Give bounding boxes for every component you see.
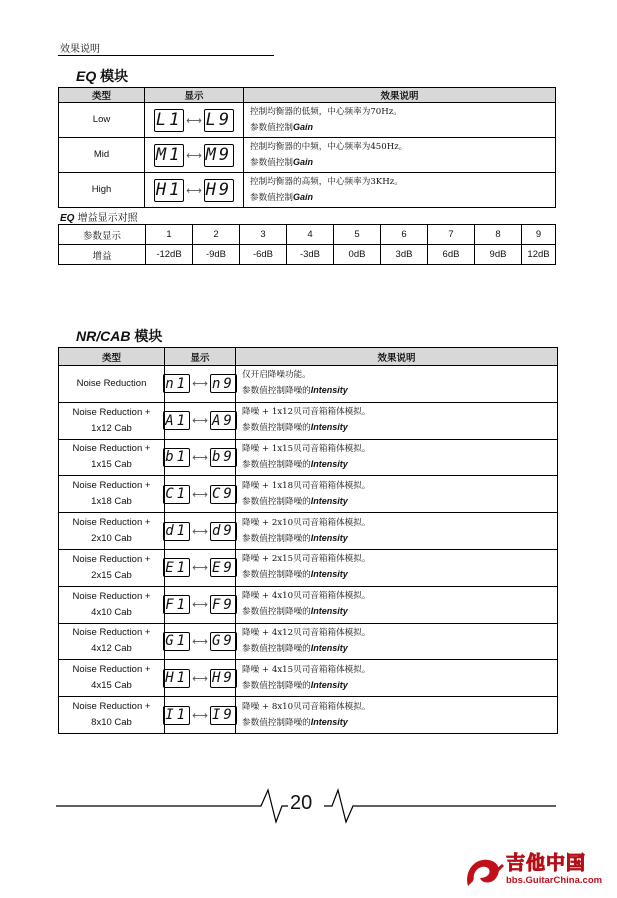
gain-param-label: 参数显示 <box>59 225 146 245</box>
effect-line-2 <box>242 531 557 547</box>
effect-param-name: Intensity <box>310 716 348 727</box>
lcd-display-from: E1 <box>163 558 190 577</box>
lcd-display-to: H9 <box>205 180 233 200</box>
nr-display-cell <box>165 623 236 660</box>
gain-table-caption <box>60 209 138 224</box>
nr-display-cell <box>165 439 236 476</box>
nr-col-display: 显示 <box>165 348 236 366</box>
nr-effect-cell <box>236 439 558 476</box>
double-arrow-icon: ⟷ <box>192 414 208 428</box>
nr-type-line-2: 1x15 Cab <box>91 459 132 471</box>
effect-param-name: Intensity <box>310 569 348 580</box>
gain-param-cell: 5 <box>334 225 381 245</box>
nr-display-cell <box>165 476 236 513</box>
eq-section-title <box>76 66 128 86</box>
gain-value-cell: -9dB <box>193 245 240 265</box>
display-range <box>145 144 243 167</box>
eq-display-cell <box>145 173 244 208</box>
nr-type-cell <box>59 439 165 476</box>
nr-type-line-1: Noise Reduction + <box>72 664 151 676</box>
lcd-display-from: F1 <box>163 595 190 614</box>
double-arrow-icon: ⟷ <box>192 377 208 391</box>
effect-line-2 <box>242 420 557 436</box>
nr-type-line-1: Noise Reduction + <box>72 443 151 455</box>
eq-display-cell <box>145 138 244 173</box>
nr-display-cell <box>165 366 236 403</box>
effect-line-2-prefix: 参数值控制降噪的 <box>242 717 311 728</box>
nr-type-line-2: 4x10 Cab <box>91 606 132 618</box>
lcd-display-to: M9 <box>205 145 233 165</box>
effect-line-2-prefix: 参数值控制降噪的 <box>242 496 311 507</box>
nr-row <box>59 366 558 403</box>
gain-table <box>58 224 556 265</box>
nr-type-line-1: Noise Reduction + <box>72 590 151 602</box>
effect-line-2-prefix: 参数值控制 <box>250 157 293 168</box>
nr-type-cell <box>59 402 165 439</box>
nr-row <box>59 402 558 439</box>
lcd-display-to: d9 <box>210 522 237 541</box>
nr-row <box>59 476 558 513</box>
effect-line-1: 控制均衡器的低频，中心频率为70Hz。 <box>250 106 402 117</box>
eq-effect-cell <box>244 103 556 138</box>
gain-value-label: 增益 <box>59 245 146 265</box>
nr-row <box>59 623 558 660</box>
nr-cab-table <box>58 347 558 734</box>
eq-type: High <box>91 184 112 195</box>
eq-title-prefix: EQ <box>76 68 97 84</box>
nr-display-cell <box>165 660 236 697</box>
gain-param-cell: 2 <box>193 225 240 245</box>
effect-line-2-prefix: 参数值控制降噪的 <box>242 423 311 434</box>
nr-display-cell <box>165 513 236 550</box>
nr-type-line-1: Noise Reduction + <box>72 517 151 529</box>
lcd-display-from: H1 <box>163 669 190 688</box>
eq-col-display: 显示 <box>145 88 244 103</box>
gain-value-cell: 9dB <box>475 245 522 265</box>
gain-caption-prefix: EQ <box>60 213 75 224</box>
lcd-display-from: C1 <box>163 485 190 504</box>
lcd-display-from: I1 <box>163 706 190 725</box>
lcd-display-from: L1 <box>155 110 183 130</box>
nr-row <box>59 697 558 734</box>
gain-param-cell: 6 <box>381 225 428 245</box>
eq-effect-cell <box>244 173 556 208</box>
eq-row <box>59 173 556 208</box>
gain-value-cell: -3dB <box>287 245 334 265</box>
nr-type-line-1: Noise Reduction + <box>72 627 151 639</box>
nr-type-line-1: Noise Reduction + <box>72 480 151 492</box>
eq-col-type: 类型 <box>59 88 145 103</box>
effect-line-2 <box>242 641 557 657</box>
watermark-text: 吉他中国 <box>506 852 587 874</box>
nr-effect-cell <box>236 660 558 697</box>
double-arrow-icon: ⟷ <box>186 148 202 162</box>
double-arrow-icon: ⟷ <box>192 671 208 685</box>
nr-type-line-2: 2x15 Cab <box>91 569 132 581</box>
eq-row <box>59 103 556 138</box>
nr-type-line-1: Noise Reduction + <box>72 406 151 418</box>
eq-type-cell <box>59 138 145 173</box>
eq-type-cell <box>59 173 145 208</box>
effect-line-1: 控制均衡器的高频，中心频率为3KHz。 <box>250 176 403 187</box>
lcd-display-to: A9 <box>210 411 237 430</box>
gain-param-cell: 7 <box>428 225 475 245</box>
nr-row <box>59 586 558 623</box>
gain-value-cell: 3dB <box>381 245 428 265</box>
effect-line-1: 控制均衡器的中频，中心频率为450Hz。 <box>250 141 408 152</box>
effect-line-2-prefix: 参数值控制降噪的 <box>242 386 311 397</box>
running-header: 效果说明 <box>60 44 100 55</box>
display-range <box>165 669 235 688</box>
nr-effect-cell <box>236 586 558 623</box>
lcd-display-to: I9 <box>210 706 237 725</box>
effect-line-2-prefix: 参数值控制 <box>250 192 293 203</box>
display-range <box>165 411 235 430</box>
eq-table <box>58 87 556 208</box>
nr-col-effect: 效果说明 <box>236 348 558 366</box>
display-range <box>165 706 235 725</box>
eq-effect-cell <box>244 138 556 173</box>
effect-line-2 <box>242 678 557 694</box>
nr-effect-cell <box>236 623 558 660</box>
nr-effect-cell <box>236 366 558 403</box>
display-range <box>145 109 243 132</box>
nr-type-line-2: 2x10 Cab <box>91 533 132 545</box>
nr-type-cell <box>59 660 165 697</box>
nr-type-line-1: Noise Reduction <box>76 377 147 389</box>
gain-caption-suffix: 增益显示对照 <box>77 213 138 224</box>
nr-type-line-2: 1x18 Cab <box>91 496 132 508</box>
effect-param-name: Intensity <box>310 532 348 543</box>
effect-param-name: Intensity <box>310 679 348 690</box>
nr-effect-cell <box>236 697 558 734</box>
display-range <box>145 179 243 202</box>
lcd-display-from: G1 <box>163 632 190 651</box>
double-arrow-icon: ⟷ <box>192 524 208 538</box>
lcd-display-to: E9 <box>210 558 237 577</box>
effect-line-1: 降噪 + 2x10贝司音箱箱体模拟。 <box>242 517 371 528</box>
display-range <box>165 485 235 504</box>
double-arrow-icon: ⟷ <box>192 708 208 722</box>
effect-param-name: Intensity <box>310 458 348 469</box>
nr-type-cell <box>59 513 165 550</box>
double-arrow-icon: ⟷ <box>192 598 208 612</box>
lcd-display-to: L9 <box>205 110 233 130</box>
effect-line-1: 降噪 + 4x12贝司音箱箱体模拟。 <box>242 627 371 638</box>
lcd-display-from: H1 <box>155 180 183 200</box>
gain-param-cell: 9 <box>522 225 556 245</box>
gain-param-cell: 8 <box>475 225 522 245</box>
effect-line-2-prefix: 参数值控制降噪的 <box>242 643 311 654</box>
nr-type-cell <box>59 549 165 586</box>
nr-title-prefix: NR/CAB <box>76 328 131 344</box>
gain-value-cell: -6dB <box>240 245 287 265</box>
effect-line-1: 降噪 + 4x10贝司音箱箱体模拟。 <box>242 591 371 602</box>
display-range <box>165 632 235 651</box>
effect-line-1: 降噪 + 1x18贝司音箱箱体模拟。 <box>242 480 371 491</box>
lcd-display-to: F9 <box>210 595 237 614</box>
lcd-display-to: n9 <box>210 374 237 393</box>
watermark-url: bbs.GuitarChina.com <box>506 875 603 886</box>
effect-line-2-prefix: 参数值控制降噪的 <box>242 570 311 581</box>
nr-type-line-2: 4x15 Cab <box>91 680 132 692</box>
nr-type-cell <box>59 697 165 734</box>
lcd-display-from: M1 <box>155 145 183 165</box>
nr-effect-cell <box>236 402 558 439</box>
nr-section-title <box>76 326 162 346</box>
display-range <box>165 374 235 393</box>
nr-display-cell <box>165 402 236 439</box>
effect-param-name: Intensity <box>310 606 348 617</box>
eq-type: Low <box>92 114 111 125</box>
effect-line-2 <box>242 494 557 510</box>
effect-line-2 <box>242 715 557 731</box>
header-rule <box>58 55 274 56</box>
eq-col-effect: 效果说明 <box>244 88 556 103</box>
lcd-display-from: d1 <box>163 522 190 541</box>
nr-row <box>59 549 558 586</box>
effect-line-1: 仅开启降噪功能。 <box>242 370 311 381</box>
effect-line-2-prefix: 参数值控制降噪的 <box>242 607 311 618</box>
nr-type-line-1: Noise Reduction + <box>72 701 151 713</box>
eq-type-cell <box>59 103 145 138</box>
lcd-display-to: H9 <box>210 669 237 688</box>
effect-line-1: 降噪 + 1x12贝司音箱箱体模拟。 <box>242 407 371 418</box>
lcd-display-from: b1 <box>163 448 190 467</box>
effect-line-2 <box>242 383 557 399</box>
display-range <box>165 522 235 541</box>
lcd-display-to: C9 <box>210 485 237 504</box>
nr-row <box>59 439 558 476</box>
display-range <box>165 558 235 577</box>
effect-param-name: Intensity <box>310 495 348 506</box>
nr-display-cell <box>165 586 236 623</box>
effect-line-2-prefix: 参数值控制降噪的 <box>242 680 311 691</box>
nr-col-type: 类型 <box>59 348 165 366</box>
effect-line-1: 降噪 + 4x15贝司音箱箱体模拟。 <box>242 664 371 675</box>
effect-line-2-prefix: 参数值控制 <box>250 122 293 133</box>
nr-type-cell <box>59 366 165 403</box>
effect-param-name: Intensity <box>310 385 348 396</box>
page-number: 20 <box>290 792 313 814</box>
effect-line-2 <box>242 567 557 583</box>
eq-row <box>59 138 556 173</box>
nr-row <box>59 513 558 550</box>
nr-row <box>59 660 558 697</box>
effect-param-name: Intensity <box>310 422 348 433</box>
eq-title-suffix: 模块 <box>100 69 129 85</box>
gain-value-cell: -12dB <box>146 245 193 265</box>
nr-effect-cell <box>236 549 558 586</box>
nr-display-cell <box>165 697 236 734</box>
double-arrow-icon: ⟷ <box>192 450 208 464</box>
nr-display-cell <box>165 549 236 586</box>
gain-param-cell: 1 <box>146 225 193 245</box>
effect-param-name: Gain <box>292 191 313 202</box>
effect-line-1: 降噪 + 1x15贝司音箱箱体模拟。 <box>242 443 371 454</box>
nr-effect-cell <box>236 513 558 550</box>
eq-type: Mid <box>93 149 110 160</box>
effect-line-2 <box>250 120 555 136</box>
gain-param-cell: 3 <box>240 225 287 245</box>
effect-line-2 <box>250 155 555 171</box>
nr-type-line-1: Noise Reduction + <box>72 553 151 565</box>
effect-line-1: 降噪 + 8x10贝司音箱箱体模拟。 <box>242 701 371 712</box>
eq-display-cell <box>145 103 244 138</box>
nr-effect-cell <box>236 476 558 513</box>
double-arrow-icon: ⟷ <box>186 113 202 127</box>
nr-type-line-2: 8x10 Cab <box>91 717 132 729</box>
gain-value-cell: 12dB <box>522 245 556 265</box>
nr-type-line-2: 1x12 Cab <box>91 422 132 434</box>
gain-value-cell: 6dB <box>428 245 475 265</box>
lcd-display-to: G9 <box>210 632 237 651</box>
effect-line-2 <box>250 190 555 206</box>
gain-param-cell: 4 <box>287 225 334 245</box>
lcd-display-from: n1 <box>163 374 190 393</box>
effect-line-1: 降噪 + 2x15贝司音箱箱体模拟。 <box>242 554 371 565</box>
double-arrow-icon: ⟷ <box>192 561 208 575</box>
gain-value-cell: 0dB <box>334 245 381 265</box>
effect-param-name: Gain <box>292 121 313 132</box>
nr-type-cell <box>59 623 165 660</box>
lcd-display-to: b9 <box>210 448 237 467</box>
double-arrow-icon: ⟷ <box>186 183 202 197</box>
display-range <box>165 448 235 467</box>
double-arrow-icon: ⟷ <box>192 487 208 501</box>
double-arrow-icon: ⟷ <box>192 634 208 648</box>
effect-line-2-prefix: 参数值控制降噪的 <box>242 533 311 544</box>
nr-type-cell <box>59 586 165 623</box>
effect-param-name: Gain <box>292 156 313 167</box>
nr-type-line-2: 4x12 Cab <box>91 643 132 655</box>
nr-type-cell <box>59 476 165 513</box>
effect-line-2 <box>242 457 557 473</box>
effect-line-2 <box>242 604 557 620</box>
effect-param-name: Intensity <box>310 642 348 653</box>
effect-line-2-prefix: 参数值控制降噪的 <box>242 459 311 470</box>
display-range <box>165 595 235 614</box>
lcd-display-from: A1 <box>163 411 190 430</box>
nr-title-suffix: 模块 <box>134 329 163 345</box>
